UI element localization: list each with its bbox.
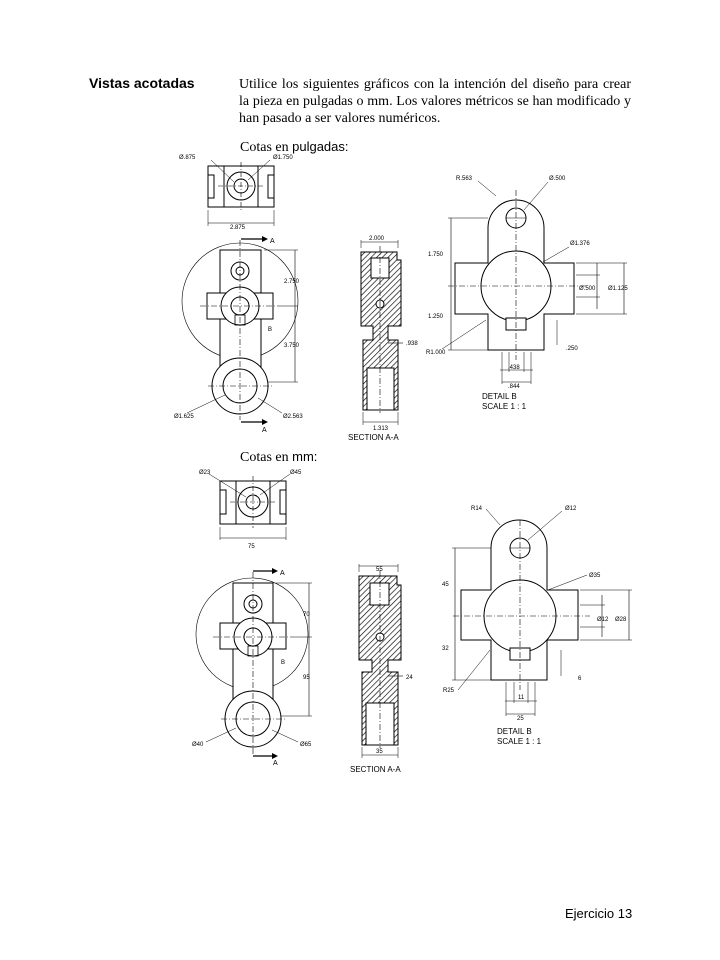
inch-section-view [361, 240, 403, 425]
inch-detail-slot-depth: .250 [566, 346, 578, 352]
exercise-number: Ejercicio 13 [565, 906, 633, 921]
inch-detail-slot-width: .438 [508, 365, 520, 371]
inch-section-arrow-top-icon [262, 236, 268, 242]
inch-section-width-bottom: 1.313 [373, 426, 389, 432]
inch-drawing-set [174, 155, 628, 442]
mm-detail-cross-dia-a: Ø12 [597, 617, 609, 623]
mm-front-height-1: 70 [303, 612, 310, 618]
inch-detail-radius-lower: R1.000 [426, 350, 446, 356]
mm-bottom-dia-2: Ø65 [300, 742, 312, 748]
inch-top-dia-large: Ø1.750 [273, 155, 293, 161]
mm-detail-slot-depth: 6 [578, 676, 582, 682]
intro-paragraph: Utilice los siguientes gráficos con la intención del diseño para crear la pieza en pulgadas o mm. Los valores métricos se han modificado y han pasado a ser valores numéricos. [239, 77, 631, 126]
inch-section-caption: SECTION A-A [348, 433, 399, 442]
inch-front-height-2: 3.750 [284, 343, 300, 349]
subtitle-inches-word: pulgadas [292, 139, 345, 154]
mm-detail-view [452, 509, 632, 716]
mm-bottom-dia-1: Ø40 [192, 742, 204, 748]
inch-section-arrow-bottom-icon [262, 419, 268, 425]
mm-front-view [196, 571, 312, 756]
inch-detail-height-upper: 1.750 [428, 252, 444, 258]
mm-section-view [359, 564, 403, 758]
mm-detail-cross-dia-b: Ø28 [615, 617, 627, 623]
inch-section-label-top: A [270, 238, 275, 245]
inch-detail-caption-2: SCALE 1 : 1 [482, 402, 527, 411]
inch-section-rib: .938 [406, 341, 418, 347]
inch-detail-boss-width: .844 [508, 384, 520, 390]
mm-detail-height-lower: 32 [442, 646, 449, 652]
inch-front-view [182, 239, 298, 422]
inch-section-label-bottom: A [262, 427, 267, 434]
inch-detail-letter: B [268, 327, 273, 333]
mm-detail-height-upper: 45 [442, 582, 449, 588]
inch-top-view [208, 160, 274, 226]
mm-detail-radius-lower: R25 [443, 688, 455, 694]
mm-detail-bore-dia: Ø35 [589, 573, 601, 579]
mm-top-width: 75 [248, 544, 255, 550]
inch-detail-view [442, 181, 627, 384]
mm-detail-radius-top: R14 [471, 506, 483, 512]
mm-section-arrow-top-icon [272, 568, 278, 574]
inch-top-width: 2.875 [230, 225, 246, 231]
inch-detail-cross-dia-b: Ø1.125 [608, 286, 628, 292]
subtitle-mm-prefix: Cotas en [240, 450, 293, 465]
inch-section-width-top: 2.000 [369, 236, 385, 242]
mm-top-dia-large: Ø45 [290, 470, 302, 476]
mm-detail-boss-width: 25 [517, 716, 524, 722]
mm-section-label-top: A [280, 570, 285, 577]
inch-front-height-1: 2.750 [284, 279, 300, 285]
mm-section-arrow-bottom-icon [272, 753, 278, 759]
inch-detail-hole-dia: Ø.500 [549, 176, 566, 182]
mm-section-width-top: 55 [376, 567, 383, 573]
subtitle-mm-word: mm [292, 449, 314, 464]
mm-detail-hole-dia: Ø12 [565, 506, 577, 512]
mm-section-rib: 24 [406, 675, 413, 681]
inch-bottom-dia-1: Ø1.625 [174, 414, 194, 420]
section-heading: Vistas acotadas [89, 75, 195, 91]
mm-detail-letter: B [281, 660, 286, 666]
inch-detail-cross-dia-a: Ø.500 [579, 286, 596, 292]
subtitle-inches-prefix: Cotas en [240, 140, 293, 155]
inch-detail-radius-top: R.563 [456, 176, 473, 182]
mm-top-dia-small: Ø23 [199, 470, 211, 476]
mm-section-width-bottom: 35 [376, 749, 383, 755]
inch-detail-height-lower: 1.250 [428, 314, 444, 320]
inch-detail-bore-dia: Ø1.376 [570, 241, 590, 247]
inch-top-dia-small: Ø.875 [179, 155, 196, 161]
mm-top-view [209, 474, 290, 540]
mm-section-label-bottom: A [273, 760, 278, 767]
inch-bottom-dia-2: Ø2.563 [283, 414, 303, 420]
subtitle-mm-colon: : [313, 449, 318, 464]
mm-detail-slot-width: 11 [518, 695, 525, 701]
mm-section-caption: SECTION A-A [350, 765, 401, 774]
mm-detail-caption-2: SCALE 1 : 1 [497, 737, 542, 746]
mm-drawing-set [192, 470, 632, 774]
subtitle-inches-colon: : [344, 139, 349, 154]
mm-detail-caption-1: DETAIL B [497, 727, 532, 736]
mm-front-height-2: 95 [303, 675, 310, 681]
inch-detail-caption-1: DETAIL B [482, 392, 517, 401]
